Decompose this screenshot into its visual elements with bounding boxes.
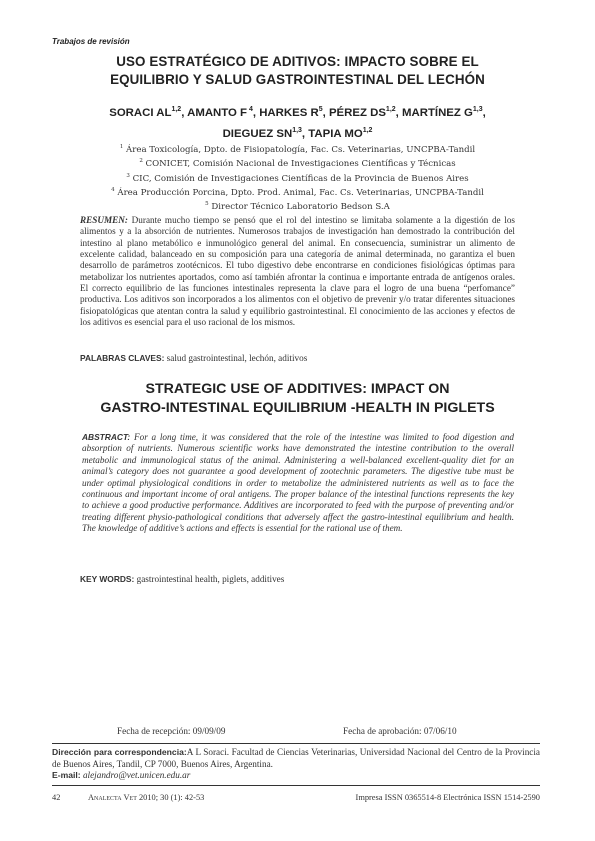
author-separator: , [322, 106, 329, 119]
author-name: HARKES R [259, 106, 319, 119]
affiliation-number: 4 [111, 187, 115, 194]
author-affiliation-sup: 1,3 [292, 126, 302, 134]
spanish-abstract [80, 215, 515, 328]
received-date: Fecha de recepción: 09/09/09 [117, 726, 226, 736]
author-line [50, 122, 545, 143]
author-list [50, 101, 545, 143]
spanish-keywords [80, 353, 515, 363]
author-separator: , [482, 106, 486, 119]
affiliation-text: Área Producción Porcina, Dpto. Prod. Animal, Fac. Cs. Veterinarias, UNCPBA-Tandil [117, 187, 484, 198]
author-name: MARTÍNEZ G [402, 106, 473, 119]
palabras-claves-text: salud gastrointestinal, lechón, aditivos [166, 353, 308, 363]
palabras-claves-label: PALABRAS CLAVES: [80, 353, 165, 363]
english-title-line: GASTRO-INTESTINAL EQUILIBRIUM -HEALTH IN PIGLETS [100, 400, 495, 416]
affiliation-number: 2 [139, 158, 143, 165]
author-separator: , [395, 106, 402, 119]
affiliation-text: Área Toxicología, Dpto. de Fisiopatología, Fac. Cs. Veterinarias, UNCPBA-Tandil [126, 144, 476, 155]
spanish-title [50, 53, 545, 89]
english-title [50, 380, 545, 418]
correspondence-block [52, 747, 540, 782]
email-link[interactable]: alejandro@vet.unicen.edu.ar [82, 770, 191, 781]
spanish-title-line: USO ESTRATÉGICO DE ADITIVOS: IMPACTO SOBRE EL [116, 54, 479, 69]
affiliation-item [50, 142, 545, 156]
journal-citation [88, 793, 204, 802]
correspondence-label: Dirección para correspondencia: [52, 747, 187, 757]
author-separator: , [301, 127, 309, 140]
author-affiliation-sup: 1,2 [385, 106, 396, 113]
english-title-line: STRATEGIC USE OF ADDITIVES: IMPACT ON [145, 381, 450, 397]
email-label: E-mail: [52, 770, 81, 781]
affiliation-number: 5 [205, 201, 209, 208]
abstract-label: ABSTRACT: [82, 432, 131, 442]
affiliation-text: Director Técnico Laboratorio Bedson S.A [211, 202, 390, 213]
author-separator: , [252, 106, 260, 119]
author-affiliation-sup: 1,3 [472, 106, 483, 113]
divider [52, 743, 540, 744]
affiliation-item [50, 156, 545, 170]
author-affiliation-sup: 5 [318, 106, 323, 113]
affiliation-list [50, 142, 545, 214]
affiliation-item [50, 171, 545, 185]
english-abstract [82, 432, 514, 535]
affiliation-text: CIC, Comisión de Investigaciones Científicas de la Provincia de Buenos Aires [132, 173, 469, 184]
divider [52, 785, 540, 786]
affiliation-text: CONICET, Comisión Nacional de Investigaciones Científicas y Técnicas [145, 159, 456, 170]
author-name: AMANTO F [187, 106, 248, 119]
affiliation-number: 1 [119, 144, 124, 150]
affiliation-number: 3 [126, 172, 130, 179]
abstract-text: For a long time, it was considered that the role of the intestine was limited to food digestion and absorption of nutrients. Numerous scientific works have demonstrated the intestine contribution to the overall metabolic and immunological status of the animal. Administering a well-balanced excellent-quality diet for an animal’s category does not guarantee a good development of zootechnic parameters. The digestive tube must be under optimal physiological conditions in order to metabolize the administered nutrients as well as to face the continuous and important income of oral antigens. The proper balance of the intestinal functions represents the key to achieve a good productive performance. Additives are incorporated to feed with the purpose of preventing and/or treating different physio-pathological conditions that adversely affect the gastro-intestinal equilibrium and health. The knowledge of additive’s actions and effects is essential for the rational use of them. [82, 432, 515, 534]
author-name: DIEGUEZ SN [222, 127, 293, 140]
author-name: SORACI AL [109, 106, 172, 119]
author-affiliation-sup: 1,2 [171, 106, 182, 113]
resumen-text: Durante mucho tiempo se pensó que el rol del intestino se limitaba solamente a la digestión de los alimentos y a la absorción de nutrientes. Numerosos trabajos de investigación han demostrado la contribución del intestino al plano metabólico e inmunológico general del animal. En consecuencia, suministrar un alimento de excelente calidad, balanceado en su composición para una categoría de animal determinada, no garantiza el buen desarrollo de parámetros zootécnicos. El tubo digestivo debe encontrarse en condiciones fisiológicas óptimas para metabolizar los nutrientes aportados, como así también afrontar la continua e importante entrada de antígenos orales. El correcto equilibrio de las funciones intestinales representa la clave para el logro de una buena “perfomance” productiva. Los aditivos son incorporados a los alimentos con el objetivo de prevenir y/o tratar diferentes situaciones fisiopatológicas que atentan contra la salud y equilibrio gastrointestinal. El conocimiento de las acciones y efectos de los aditivos es esencial para el uso racional de los mismos. [80, 215, 516, 328]
affiliation-item [50, 199, 545, 213]
page-number: 42 [52, 793, 61, 802]
author-line [50, 101, 545, 122]
author-name: PÉREZ DS [328, 106, 386, 119]
spanish-title-line: EQUILIBRIO Y SALUD GASTROINTESTINAL DEL LECHÓN [110, 72, 485, 87]
resumen-label: RESUMEN: [80, 215, 128, 225]
author-affiliation-sup: 4 [247, 106, 253, 113]
journal-ref: 2010; 30 (1): 42-53 [138, 793, 205, 802]
english-keywords [80, 574, 515, 584]
journal-name: Analecta Vet [88, 793, 137, 802]
key-words-label: KEY WORDS: [80, 574, 135, 584]
section-tag: Trabajos de revisión [52, 37, 130, 46]
correspondence-text: A L Soraci. Facultad de Ciencias Veterinarias, Universidad Nacional del Centro de la Provincia de Buenos Aires, Tandil, CP 7000, Buenos Aires, Argentina. [52, 747, 540, 769]
author-affiliation-sup: 1,2 [362, 126, 373, 134]
approved-date: Fecha de aprobación: 07/06/10 [343, 726, 457, 736]
author-name: TAPIA MO [308, 127, 363, 140]
affiliation-item [50, 185, 545, 199]
author-separator: , [181, 106, 188, 119]
key-words-text: gastrointestinal health, piglets, additives [136, 574, 285, 584]
issn-info: Impresa ISSN 0365514-8 Electrónica ISSN 1514-2590 [355, 793, 540, 802]
